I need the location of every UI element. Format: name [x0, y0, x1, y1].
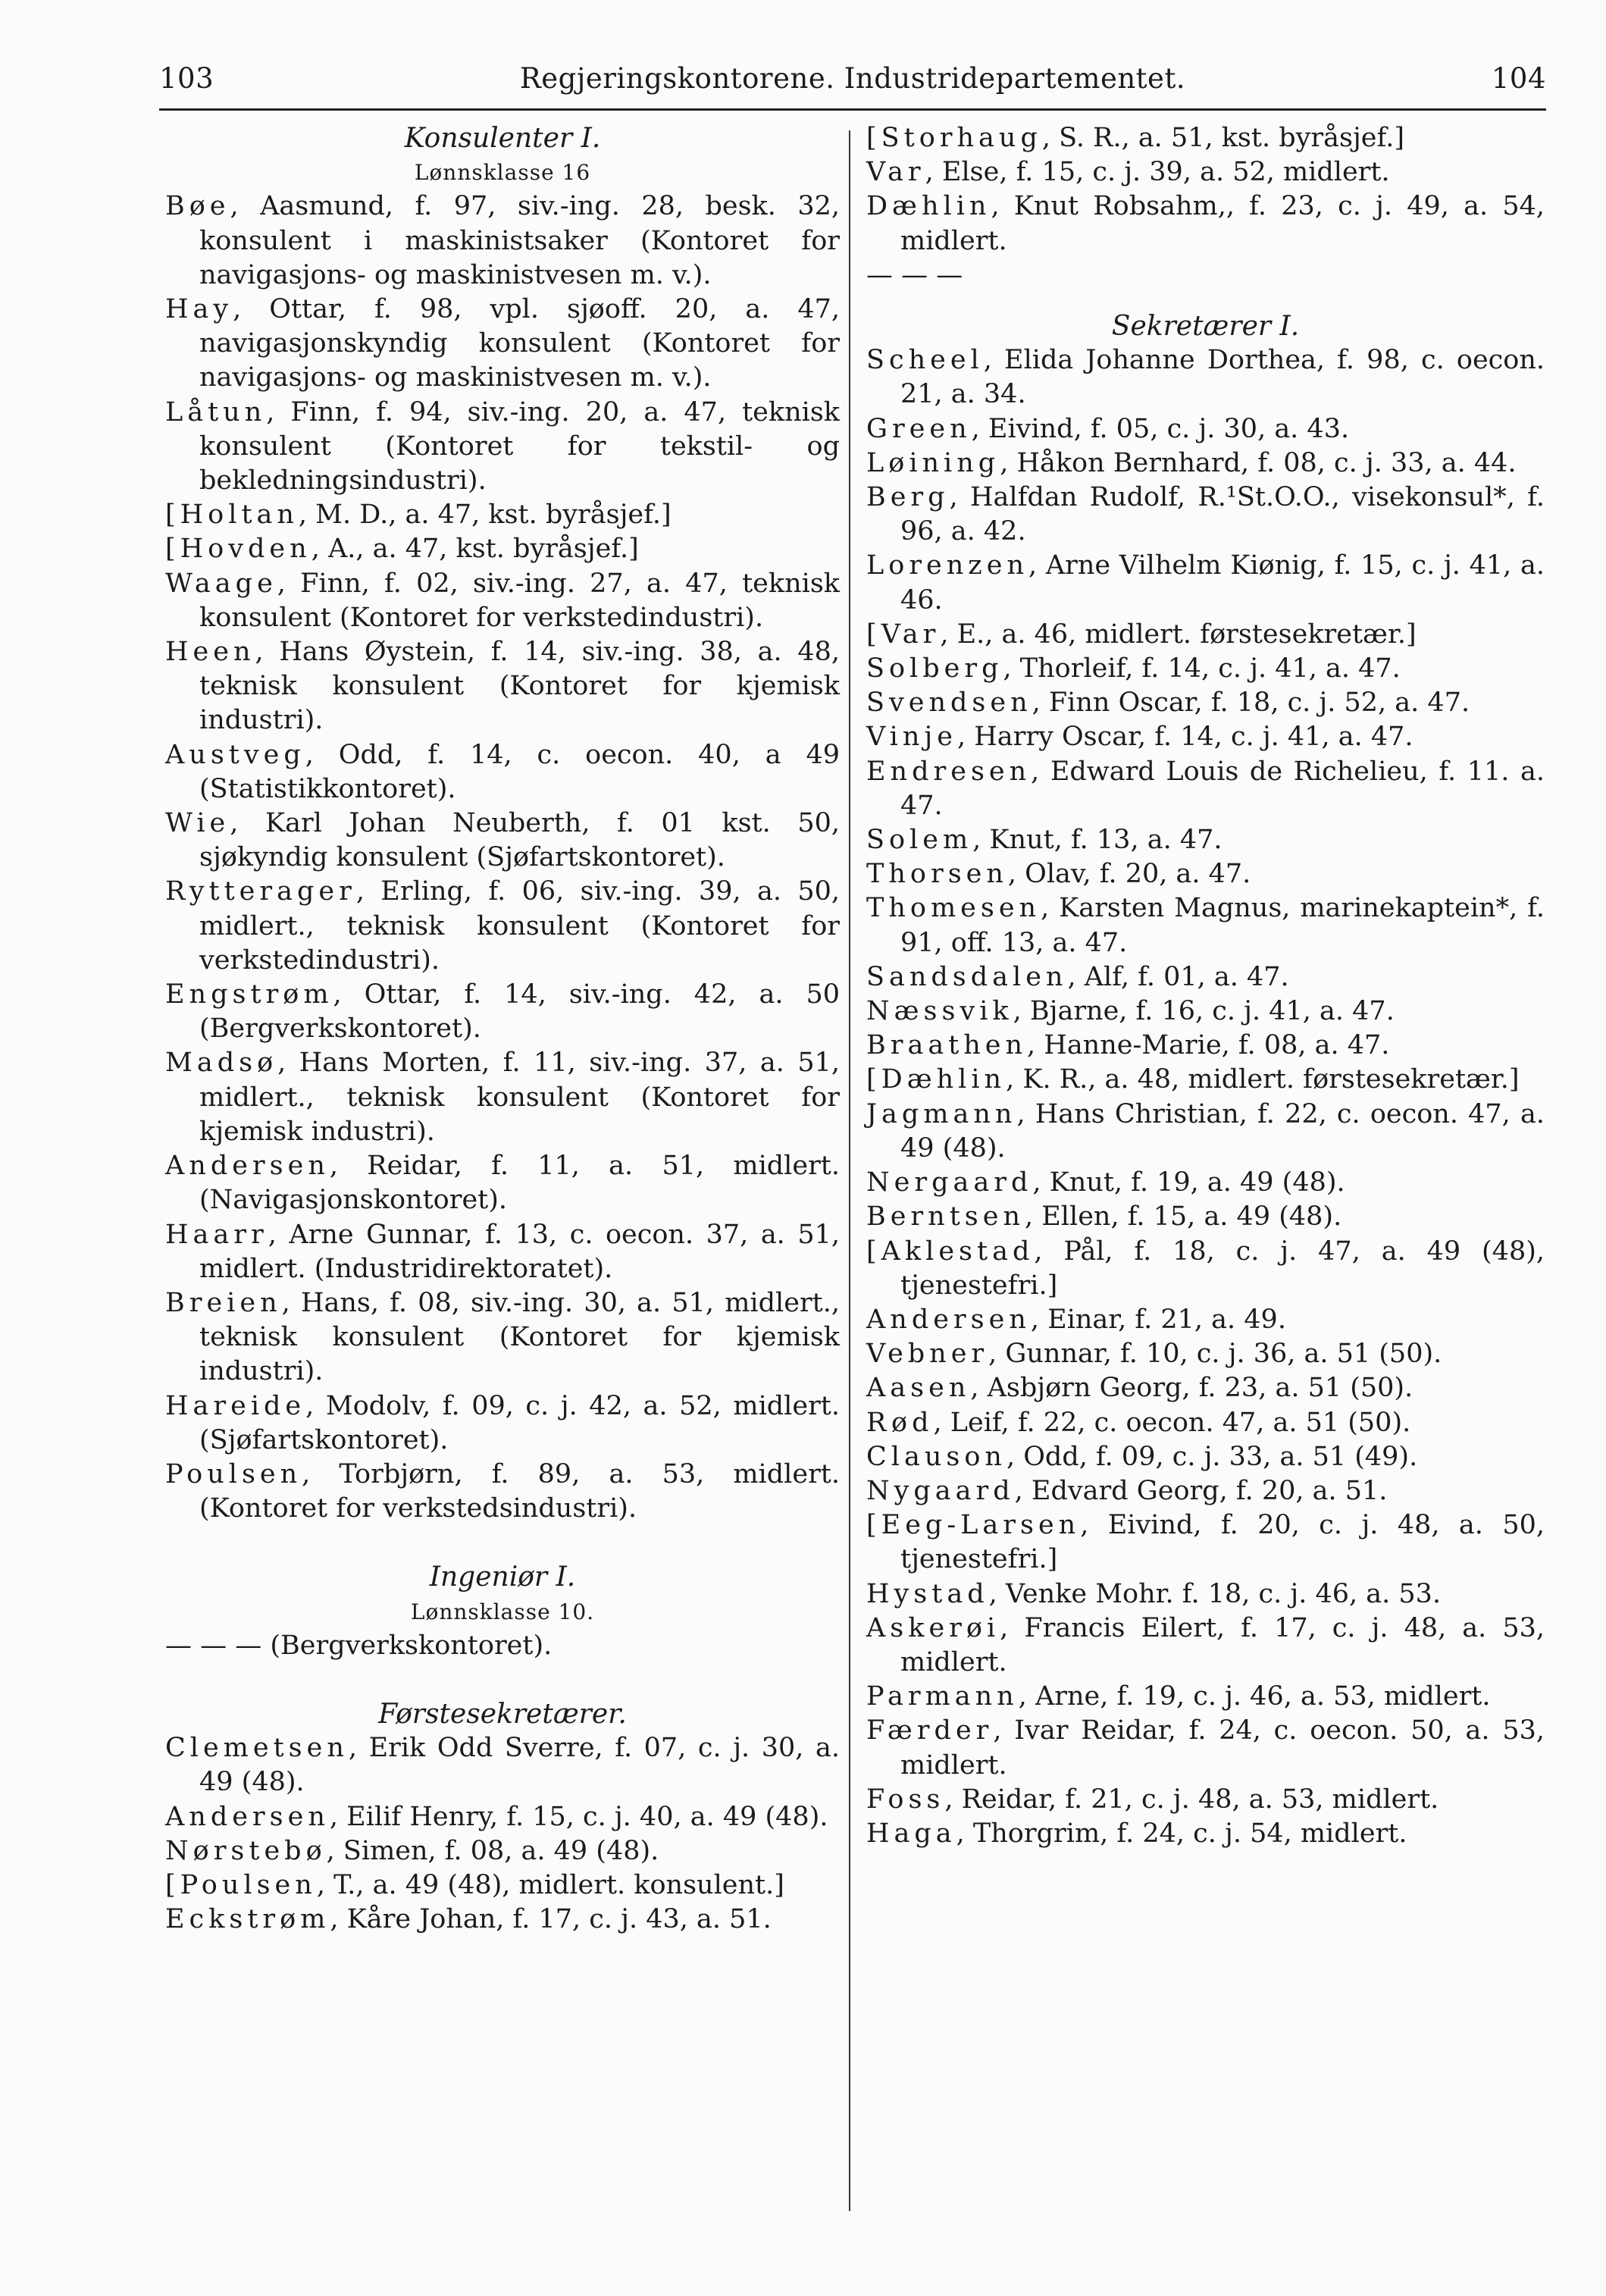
person-entry: [165, 875, 840, 978]
person-entry: [165, 1218, 840, 1286]
person-details: , Francis Eilert, f. 17, c. j. 48, a. 53, midlert.: [900, 1612, 1545, 1677]
person-details: , Elida Johanne Dorthea, f. 98, c. oecon. 21, a. 34.: [900, 345, 1545, 410]
person-entry: [866, 995, 1545, 1029]
person-name: Berntsen: [866, 1201, 1025, 1233]
person-name: Thorsen: [866, 859, 1008, 890]
person-entry: [866, 481, 1545, 549]
person-name: Austveg: [165, 739, 305, 770]
person-details: , Eivind, f. 05, c. j. 30, a. 43.: [971, 413, 1350, 444]
person-details: , Leif, f. 22, c. oecon. 47, a. 51 (50).: [933, 1407, 1411, 1438]
person-name: Engstrøm: [165, 979, 333, 1010]
person-entry: [165, 532, 840, 566]
person-name: Rød: [866, 1407, 934, 1438]
person-details: , Ottar, f. 14, siv.-ing. 42, a. 50 (Bergverkskontoret).: [199, 979, 840, 1045]
person-details: , Karl Johan Neuberth, f. 01 kst. 50, sjøkyndig konsulent (Sjøfartskontoret).: [199, 808, 840, 873]
person-entry: [866, 1612, 1545, 1680]
person-details: , Ottar, f. 98, vpl. sjøoff. 20, a. 47, navigasjonskyndig konsulent (Kontoret for navigasjons- og maskinistvesen m. v.).: [199, 294, 840, 393]
person-name: Hay: [165, 294, 233, 325]
person-details: , Pål, f. 18, c. j. 47, a. 49 (48), tjenestefri.]: [900, 1236, 1545, 1301]
person-details: , M. D., a. 47, kst. byråsjef.]: [298, 500, 672, 531]
person-entry: [866, 1063, 1545, 1097]
person-name: Clemetsen: [165, 1733, 349, 1764]
right-column: [866, 121, 1545, 1851]
person-name: Nergaard: [866, 1167, 1033, 1198]
section-separator: — — —: [866, 259, 963, 290]
person-name: Jagmann: [866, 1098, 1017, 1129]
person-name: [Storhaug: [866, 123, 1042, 153]
person-entry: [866, 1817, 1545, 1851]
person-name: Dæhlin: [866, 191, 991, 222]
person-name: Scheel: [866, 345, 984, 376]
person-details: , Finn, f. 02, siv.-ing. 27, a. 47, teknisk konsulent (Kontoret for verkstedindustri).: [199, 568, 840, 633]
person-name: Bøe: [165, 191, 230, 222]
person-details: , Håkon Bernhard, f. 08, c. j. 33, a. 44.: [1000, 447, 1517, 478]
person-entry: [165, 978, 840, 1046]
person-name: Rytterager: [165, 876, 356, 907]
person-entry: [165, 190, 840, 293]
person-name: Breien: [165, 1287, 282, 1318]
person-details: , Eivind, f. 20, c. j. 48, a. 50, tjenestefri.]: [900, 1510, 1545, 1575]
person-name: Hareide: [165, 1390, 306, 1421]
person-details: , S. R., a. 51, kst. byråsjef.]: [1041, 123, 1404, 153]
person-details: , Ellen, f. 15, a. 49 (48).: [1025, 1201, 1342, 1233]
person-entry: [165, 1903, 840, 1937]
person-details: , Hans Øystein, f. 14, siv.-ing. 38, a. 48, teknisk konsulent (Kontoret for kjemisk industri).: [199, 637, 840, 736]
person-entry: [866, 549, 1545, 617]
person-name: Svendsen: [866, 688, 1032, 719]
person-name: [Var: [866, 619, 941, 650]
person-entry: [866, 1371, 1545, 1405]
running-title: Regjeringskontorene. Industridepartementet.: [519, 62, 1186, 95]
person-name: Haarr: [165, 1219, 268, 1250]
person-name: Heen: [165, 637, 255, 668]
person-name: Berg: [866, 482, 950, 513]
person-entry: [866, 343, 1545, 412]
person-name: Hystad: [866, 1578, 989, 1609]
person-details: , Arne Gunnar, f. 13, c. oecon. 37, a. 51, midlert. (Industridirektoratet).: [199, 1219, 840, 1284]
person-entry: [165, 498, 840, 532]
person-entry: [165, 567, 840, 635]
person-name: Parmann: [866, 1681, 1019, 1712]
person-entry: [866, 652, 1545, 686]
person-entry: [866, 121, 1545, 155]
person-details: , Knut, f. 19, a. 49 (48).: [1032, 1167, 1345, 1198]
person-name: Vinje: [866, 722, 957, 753]
person-entry: [866, 1440, 1545, 1474]
person-entry: [165, 1458, 840, 1526]
section-subtitle-lonnsklasse-16: Lønnsklasse 16: [414, 160, 591, 186]
person-name: Færder: [866, 1715, 994, 1746]
person-details: , Reidar, f. 11, a. 51, midlert. (Navigasjonskontoret).: [199, 1151, 840, 1216]
person-name: Vebner: [866, 1339, 989, 1370]
person-entry: [165, 738, 840, 807]
person-details: , Erik Odd Sverre, f. 07, c. j. 30, a. 49 (48).: [199, 1733, 840, 1798]
left-column: [165, 121, 840, 1937]
person-entry: [866, 1166, 1545, 1200]
vacant-position-line: — — — (Bergverkskontoret).: [165, 1630, 553, 1661]
person-entry: [165, 807, 840, 875]
person-entry: [866, 720, 1545, 754]
person-details: , Bjarne, f. 16, c. j. 41, a. 47.: [1013, 996, 1395, 1027]
person-details: , Ivar Reidar, f. 24, c. oecon. 50, a. 53, midlert.: [900, 1715, 1545, 1781]
person-details: , Venke Mohr. f. 18, c. j. 46, a. 53.: [988, 1578, 1442, 1609]
person-details: , Knut, f. 13, a. 47.: [972, 825, 1223, 856]
person-name: Braathen: [866, 1030, 1028, 1061]
person-name: Askerøi: [866, 1612, 1000, 1643]
person-details: , Hans Christian, f. 22, c. oecon. 47, a. 49 (48).: [900, 1098, 1545, 1164]
person-name: Green: [866, 413, 972, 444]
person-entry: [165, 293, 840, 396]
entry-list: [866, 121, 1545, 258]
person-name: Lorenzen: [866, 550, 1028, 581]
person-details: , Hans Morten, f. 11, siv.-ing. 37, a. 51, midlert., teknisk konsulent (Kontoret for kjemisk industri).: [199, 1048, 840, 1147]
person-entry: [866, 1303, 1545, 1337]
person-entry: [866, 1783, 1545, 1817]
page-number-right: 104: [1491, 62, 1546, 95]
person-name: [Dæhlin: [866, 1064, 1006, 1095]
section-title-sekretaerer: Sekretærer I.: [1111, 311, 1300, 343]
person-details: , Thorgrim, f. 24, c. j. 54, midlert.: [956, 1818, 1407, 1849]
person-entry: [866, 618, 1545, 652]
person-entry: [866, 1714, 1545, 1782]
person-entry: [165, 1286, 840, 1389]
person-details: , Reidar, f. 21, c. j. 48, a. 53, midlert.: [944, 1784, 1439, 1815]
person-details: , Arne, f. 19, c. j. 46, a. 53, midlert.: [1018, 1681, 1491, 1712]
person-name: [Hovden: [165, 534, 311, 565]
person-name: Var: [866, 157, 925, 188]
person-details: , Asbjørn Georg, f. 23, a. 51 (50).: [970, 1373, 1413, 1404]
person-entry: [866, 1474, 1545, 1508]
section-subtitle-lonnsklasse-10: Lønnsklasse 10.: [410, 1599, 595, 1624]
person-details: , Simen, f. 08, a. 49 (48).: [326, 1835, 659, 1866]
person-name: Aasen: [866, 1373, 971, 1404]
page-number-left: 103: [159, 62, 214, 95]
person-details: , Olav, f. 20, a. 47.: [1007, 859, 1251, 890]
person-name: Wie: [165, 808, 230, 839]
person-entry: [165, 1731, 840, 1800]
person-name: Løining: [866, 447, 1000, 478]
column-divider: [849, 130, 850, 2211]
person-details: , Arne Vilhelm Kiønig, f. 15, c. j. 41, a. 46.: [900, 550, 1545, 616]
person-entry: [866, 1337, 1545, 1371]
person-details: , Thorleif, f. 14, c. j. 41, a. 47.: [1003, 653, 1401, 684]
person-name: Nygaard: [866, 1475, 1015, 1506]
person-name: Låtun: [165, 396, 267, 428]
person-name: Haga: [866, 1818, 956, 1849]
person-name: [Aklestad: [866, 1236, 1035, 1267]
person-entry: [866, 755, 1545, 823]
entry-list: [165, 190, 840, 1526]
person-entry: [866, 1680, 1545, 1714]
person-name: Waage: [165, 568, 277, 599]
person-entry: [866, 1029, 1545, 1063]
person-details: , Odd, f. 09, c. j. 33, a. 51 (49).: [1006, 1441, 1418, 1472]
person-entry: [866, 857, 1545, 891]
person-entry: [866, 155, 1545, 190]
person-details: , Hans, f. 08, siv.-ing. 30, a. 51, midlert., teknisk konsulent (Kontoret for kjemisk industri).: [199, 1287, 840, 1387]
person-name: [Holtan: [165, 500, 299, 531]
person-name: [Eeg-Larsen: [866, 1510, 1081, 1541]
person-details: , Gunnar, f. 10, c. j. 36, a. 51 (50).: [988, 1339, 1442, 1370]
person-details: , Kåre Johan, f. 17, c. j. 43, a. 51.: [330, 1904, 772, 1935]
person-name: Madsø: [165, 1048, 278, 1079]
person-details: , Odd, f. 14, c. oecon. 40, a 49 (Statistikkontoret).: [199, 739, 840, 804]
person-entry: [866, 686, 1545, 720]
person-entry: [866, 1200, 1545, 1234]
person-name: Sandsdalen: [866, 961, 1068, 992]
person-entry: [165, 1834, 840, 1868]
person-name: Nørstebø: [165, 1835, 327, 1866]
person-name: Foss: [866, 1784, 945, 1815]
person-details: , Finn Oscar, f. 18, c. j. 52, a. 47.: [1032, 688, 1470, 719]
person-name: Andersen: [165, 1151, 330, 1182]
person-details: , A., a. 47, kst. byråsjef.]: [311, 534, 639, 565]
person-entry: [866, 190, 1545, 258]
section-title-ingenior: Ingeniør I.: [429, 1561, 576, 1593]
person-details: , Karsten Magnus, marinekaptein*, f. 91, off. 13, a. 47.: [900, 893, 1545, 958]
person-entry: [165, 1389, 840, 1458]
section-title-konsulenter: Konsulenter I.: [404, 123, 601, 154]
person-name: Andersen: [866, 1304, 1031, 1335]
person-details: , Knut Robsahm,, f. 23, c. j. 49, a. 54, midlert.: [900, 191, 1545, 256]
entry-list: [866, 343, 1545, 1851]
person-details: , Hanne-Marie, f. 08, a. 47.: [1027, 1030, 1390, 1061]
person-details: , Edvard Georg, f. 20, a. 51.: [1014, 1475, 1388, 1506]
person-name: Næssvik: [866, 996, 1013, 1027]
person-details: , Erling, f. 06, siv.-ing. 39, a. 50, midlert., teknisk konsulent (Kontoret for verkstedindustri).: [199, 876, 840, 976]
person-details: , Modolv, f. 09, c. j. 42, a. 52, midlert. (Sjøfartskontoret).: [199, 1390, 840, 1455]
entry-list: [165, 1731, 840, 1937]
person-details: , Aasmund, f. 97, siv.-ing. 28, besk. 32, konsulent i maskinistsaker (Kontoret for navigasjons- og maskinistvesen m. v.).: [199, 191, 840, 290]
person-entry: [165, 635, 840, 738]
person-entry: [165, 1868, 840, 1903]
person-details: , Else, f. 15, c. j. 39, a. 52, midlert.: [925, 157, 1390, 188]
person-details: , K. R., a. 48, midlert. førstesekretær.]: [1006, 1064, 1520, 1095]
person-entry: [165, 1800, 840, 1834]
person-entry: [866, 1508, 1545, 1577]
person-details: , Harry Oscar, f. 14, c. j. 41, a. 47.: [956, 722, 1413, 753]
person-details: , Alf, f. 01, a. 47.: [1067, 961, 1289, 992]
person-entry: [866, 1235, 1545, 1303]
person-entry: [866, 412, 1545, 446]
person-details: , Eilif Henry, f. 15, c. j. 40, a. 49 (48).: [329, 1801, 828, 1832]
person-name: Solem: [866, 825, 973, 856]
person-name: Solberg: [866, 653, 1003, 684]
person-name: Clauson: [866, 1441, 1006, 1472]
person-details: , Torbjørn, f. 89, a. 53, midlert. (Kontoret for verkstedsindustri).: [199, 1458, 840, 1524]
person-entry: [866, 446, 1545, 481]
person-entry: [165, 1149, 840, 1217]
person-entry: [165, 396, 840, 499]
person-details: , Halfdan Rudolf, R.¹St.O.O., visekonsul*, f. 96, a. 42.: [900, 482, 1545, 547]
person-details: , E., a. 46, midlert. førstesekretær.]: [940, 619, 1417, 650]
person-entry: [866, 960, 1545, 995]
person-name: Endresen: [866, 756, 1032, 787]
person-details: , Einar, f. 21, a. 49.: [1030, 1304, 1286, 1335]
person-entry: [866, 1406, 1545, 1440]
person-entry: [866, 891, 1545, 960]
person-details: , Edward Louis de Richelieu, f. 11. a. 47.: [900, 756, 1545, 821]
header-rule: [159, 108, 1546, 111]
person-details: , T., a. 49 (48), midlert. konsulent.]: [316, 1869, 784, 1900]
person-name: [Poulsen: [165, 1869, 317, 1900]
running-header: [159, 62, 1546, 108]
person-name: Thomesen: [866, 893, 1041, 924]
person-name: Eckstrøm: [165, 1904, 330, 1935]
person-details: , Finn, f. 94, siv.-ing. 20, a. 47, teknisk konsulent (Kontoret for tekstil- og bekledningsindustri).: [199, 396, 840, 496]
person-entry: [165, 1046, 840, 1149]
section-title-forstesekretaerer: Førstesekretærer.: [378, 1698, 627, 1730]
person-entry: [866, 1577, 1545, 1612]
person-name: Andersen: [165, 1801, 330, 1832]
person-entry: [866, 823, 1545, 857]
person-entry: [866, 1098, 1545, 1166]
person-name: Poulsen: [165, 1458, 302, 1489]
